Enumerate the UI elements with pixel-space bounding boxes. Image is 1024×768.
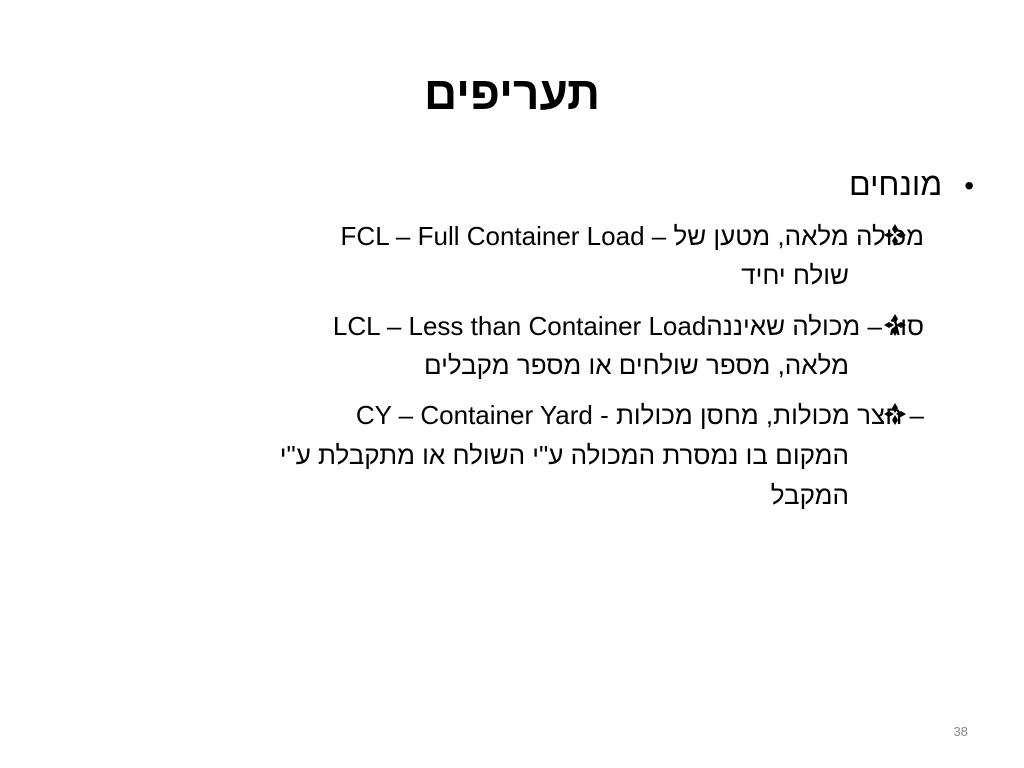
page-number: 38 <box>953 724 968 739</box>
item-lcl-line2: מלאה, מספר שולחים או מספר מקבלים <box>423 350 849 380</box>
slide-title: תעריפים <box>423 67 601 119</box>
item-fcl-line2: שולח יחיד <box>741 260 849 290</box>
bullet-dot-icon: • <box>964 170 974 201</box>
item-cy-line3: המקבל <box>770 480 849 510</box>
bullet-terms-label: מונחים <box>849 166 943 202</box>
item-lcl-line1: LCL – Less than Container Loadסוג – מכולה שאיננה <box>332 311 924 341</box>
bullet-terms <box>849 164 974 206</box>
item-cy-line1: CY – Container Yard - חצר מכולות, מחסן מכולות – <box>355 400 924 430</box>
item-cy-line2: המקום בו נמסרת המכולה ע"י השולח או מתקבלת ע"י <box>279 440 849 470</box>
item-fcl-line1: FCL – Full Container Load – מכולה מלאה, מטען של <box>340 221 924 251</box>
